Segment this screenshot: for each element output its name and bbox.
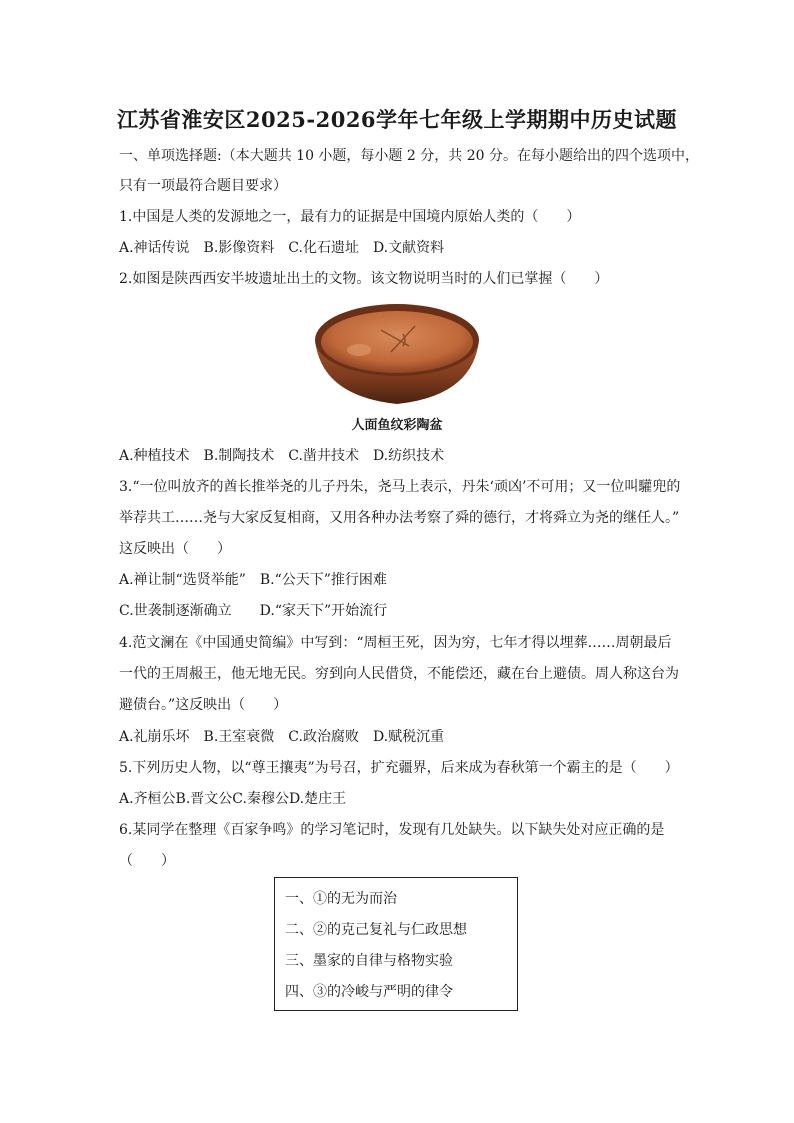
question-4-line-1: 4.范文澜在《中国通史简编》中写到：“周桓王死，因为穷，七年才得以埋葬……周朝最后 <box>119 635 672 651</box>
question-4-options: A.礼崩乐坏 B.王室衰微 C.政治腐败 D.赋税沉重 <box>119 729 445 745</box>
question-6-line-2: （ ） <box>119 853 175 869</box>
question-2-stem: 2.如图是陕西西安半坡遗址出土的文物。该文物说明当时的人们已掌握（ ） <box>119 271 609 287</box>
question-3-options-ab: A.禅让制“选贤举能” B.“公天下”推行困难 <box>119 572 387 588</box>
notes-item-2: 二、②的克己复礼与仁政思想 <box>285 922 467 938</box>
question-1-stem: 1.中国是人类的发源地之一，最有力的证据是中国境内原始人类的（ ） <box>119 209 581 225</box>
page-title: 江苏省淮安区2025-2026学年七年级上学期期中历史试题 <box>116 107 678 132</box>
question-4-line-3: 避债台。”这反映出（ ） <box>119 697 288 713</box>
question-3-line-1: 3.“一位叫放齐的酋长推举尧的儿子丹朱，尧马上表示，丹朱‘顽凶’不可用；又一位叫驩兜的 <box>119 479 681 495</box>
question-3-options-cd: C.世袭制逐渐确立 D.“家天下”开始流行 <box>119 603 388 619</box>
notes-item-4: 四、③的冷峻与严明的律令 <box>285 984 453 1000</box>
question-4-line-2: 一代的王周赧王，他无地无民。穷到向人民借贷，不能偿还，藏在台上避债。周人称这台为 <box>119 666 679 682</box>
image-caption: 人面鱼纹彩陶盆 <box>351 418 443 433</box>
question-2-options: A.种植技术 B.制陶技术 C.凿井技术 D.纺织技术 <box>119 448 445 464</box>
question-3-line-3: 这反映出（ ） <box>119 541 231 557</box>
question-5-stem: 5.下列历史人物，以“尊王攘夷”为号召，扩充疆界，后来成为春秋第一个霸主的是（ ） <box>119 760 679 776</box>
painted-pottery-basin-image <box>311 300 483 408</box>
question-1-options: A.神话传说 B.影像资料 C.化石遗址 D.文献资料 <box>119 240 445 256</box>
notes-item-3: 三、墨家的自律与格物实验 <box>285 953 453 969</box>
section-heading-line-2: 只有一项最符合题目要求） <box>119 178 287 194</box>
study-notes-box <box>274 877 518 1011</box>
pottery-bowl-icon <box>311 300 483 408</box>
section-heading-line-1: 一、单项选择题:（本大题共 10 小题，每小题 2 分，共 20 分。在每小题给出的四个选项中， <box>119 148 699 164</box>
question-5-options: A.齐桓公B.晋文公C.秦穆公D.楚庄王 <box>119 791 347 807</box>
question-3-line-2: 举荐共工……尧与大家反复相商，又用各种办法考察了舜的德行，才将舜立为尧的继任人。” <box>119 510 680 526</box>
notes-item-1: 一、①的无为而治 <box>285 891 397 907</box>
question-6-line-1: 6.某同学在整理《百家争鸣》的学习笔记时，发现有几处缺失。以下缺失处对应正确的是 <box>119 822 665 838</box>
